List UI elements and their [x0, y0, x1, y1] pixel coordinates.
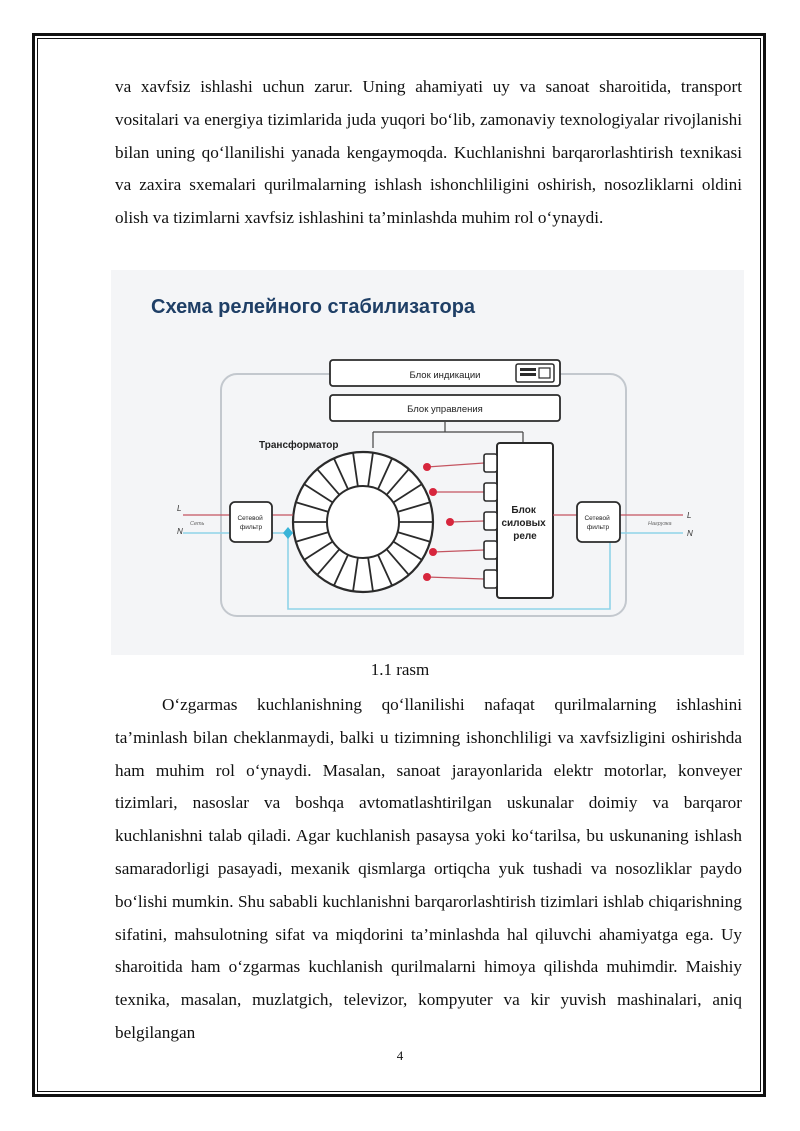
input-N-label: N [177, 527, 183, 536]
transformer-toroid [293, 452, 433, 592]
diagram-title: Схема релейного стабилизатора [151, 296, 476, 318]
input-filter [230, 502, 272, 542]
paragraph-1: va xavfsiz ishlashi uchun zarur. Uning ahamiyati uy va sanoat sharoitida, transport vositalari va energiya tizimlarida juda yuqori bo‘lib, zamonaviy texnologiyalar rivojlanishi bilan uning qo‘llanilishi yanada kengaymoqda. Kuchlanishni barqarorlashtirish texnikasi va zaxira sxemalari qurilmalarning ishlash ishonchliligini oshirish, nosozliklarni oldini olish va tizimlarni xavfsiz ishlashini ta’minlashda muhim rol o‘ynaydi. [115, 77, 742, 228]
input-L-label: L [177, 504, 182, 513]
diagram-svg [111, 270, 744, 655]
page-number: 4 [396, 1048, 404, 1063]
output-L-label: L [687, 511, 692, 520]
output-load-label: Нагрузка [648, 521, 672, 527]
output-filter-label: Сетевой фильтр [584, 515, 610, 531]
input-filter-label: Сетевой фильтр [237, 515, 263, 531]
transformer-label: Трансформатор [259, 440, 339, 451]
indication-block-label: Блок индикации [409, 370, 481, 381]
tap-wires [427, 463, 484, 579]
relay-block-label: Блок силовых реле [501, 505, 546, 542]
output-filter [577, 502, 620, 542]
output-N-label: N [687, 529, 693, 538]
paragraph-2: O‘zgarmas kuchlanishning qo‘llanilishi nafaqat qurilmalarning ishlashini ta’minlash bilan cheklanmaydi, balki u tizimning ishonchliligi va xavfsizligini oshirishda ham muhim rol o‘ynaydi. Masalan, sanoat jarayonlarida elektr motorlar, konveyer tizimlari, nasoslar va boshqa avtomatlashtirilgan uskunalar doimiy va barqaror kuchlanishni talab qiladi. Agar kuchlanish pasaysa yoki ko‘tarilsa, bu uskunaning ishlash samaradorligi pasayadi, mexanik qismlarga ortiqcha yuk tushadi va nosozliklar paydo bo‘lishi mumkin. Shu sababli kuchlanishni barqarorlashtirish tizimlari ishlab chiqarishning sifatini, mahsulotning sifat va miqdorini ta’minlashda hal qiluvchi ahamiyatga ega. Uy sharoitida ham o‘zgarmas kuchlanish qurilmalarni himoya qilishda muhimdir. Maishiy texnika, masalan, muzlatgich, televizor, kompyuter va kir yuvish mashinalari, aniq belgilangan [115, 695, 742, 1042]
relay-contacts [484, 454, 497, 588]
figure-relay-stabilizer-diagram [111, 270, 744, 655]
figure-caption: 1.1 rasm [370, 660, 430, 679]
display-icon [516, 364, 554, 382]
control-block-label: Блок управления [407, 404, 483, 415]
input-source-label: Сеть [190, 521, 205, 527]
